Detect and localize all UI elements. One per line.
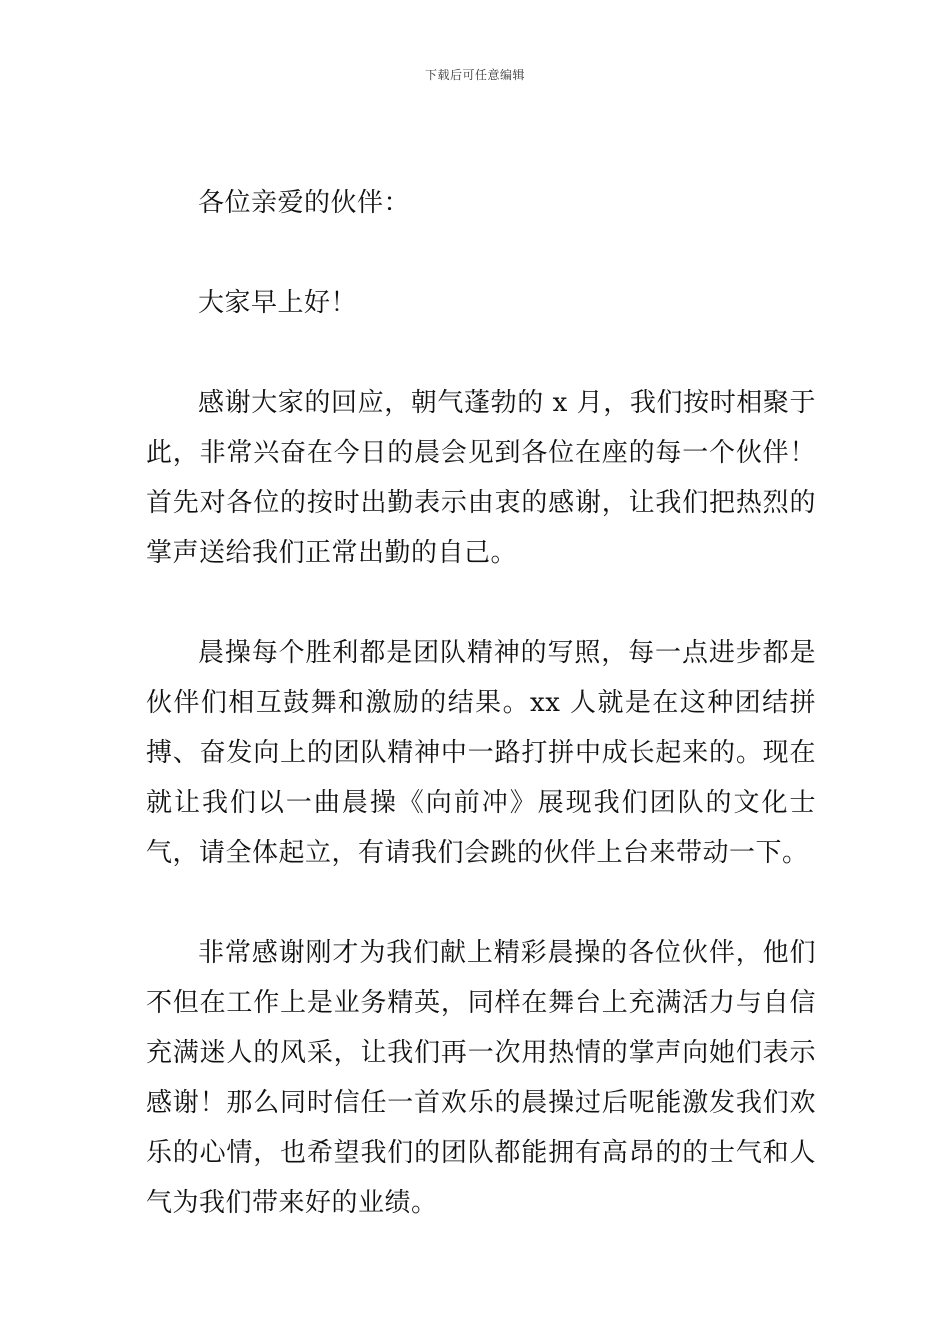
paragraph-2: 晨操每个胜利都是团队精神的写照，每一点进步都是伙伴们相互鼓舞和激励的结果。xx 人就是在这种团结拼搏、奋发向上的团队精神中一路打拼中成长起来的。现在就让我们以一曲晨操《向前冲》展现我们团队的文化士气，请全体起立，有请我们会跳的伙伴上台来带动一下。 <box>146 638 816 868</box>
header-note: 下载后可任意编辑 <box>424 68 525 82</box>
document-body <box>146 178 816 1228</box>
salutation: 各位亲爱的伙伴： <box>198 188 411 218</box>
paragraph-3: 非常感谢刚才为我们献上精彩晨操的各位伙伴，他们不但在工作上是业务精英，同样在舞台上充满活力与自信充满迷人的风采，让我们再一次用热情的掌声向她们表示感谢！那么同时信任一首欢乐的晨操过后呢能激发我们欢乐的心情，也希望我们的团队都能拥有高昂的的士气和人气为我们带来好的业绩。 <box>146 938 816 1218</box>
greeting: 大家早上好！ <box>198 288 358 318</box>
paragraph-1: 感谢大家的回应，朝气蓬勃的 x 月，我们按时相聚于此，非常兴奋在今日的晨会见到各位在座的每一个伙伴！首先对各位的按时出勤表示由衷的感谢，让我们把热烈的掌声送给我们正常出勤的自己。 <box>146 388 816 568</box>
